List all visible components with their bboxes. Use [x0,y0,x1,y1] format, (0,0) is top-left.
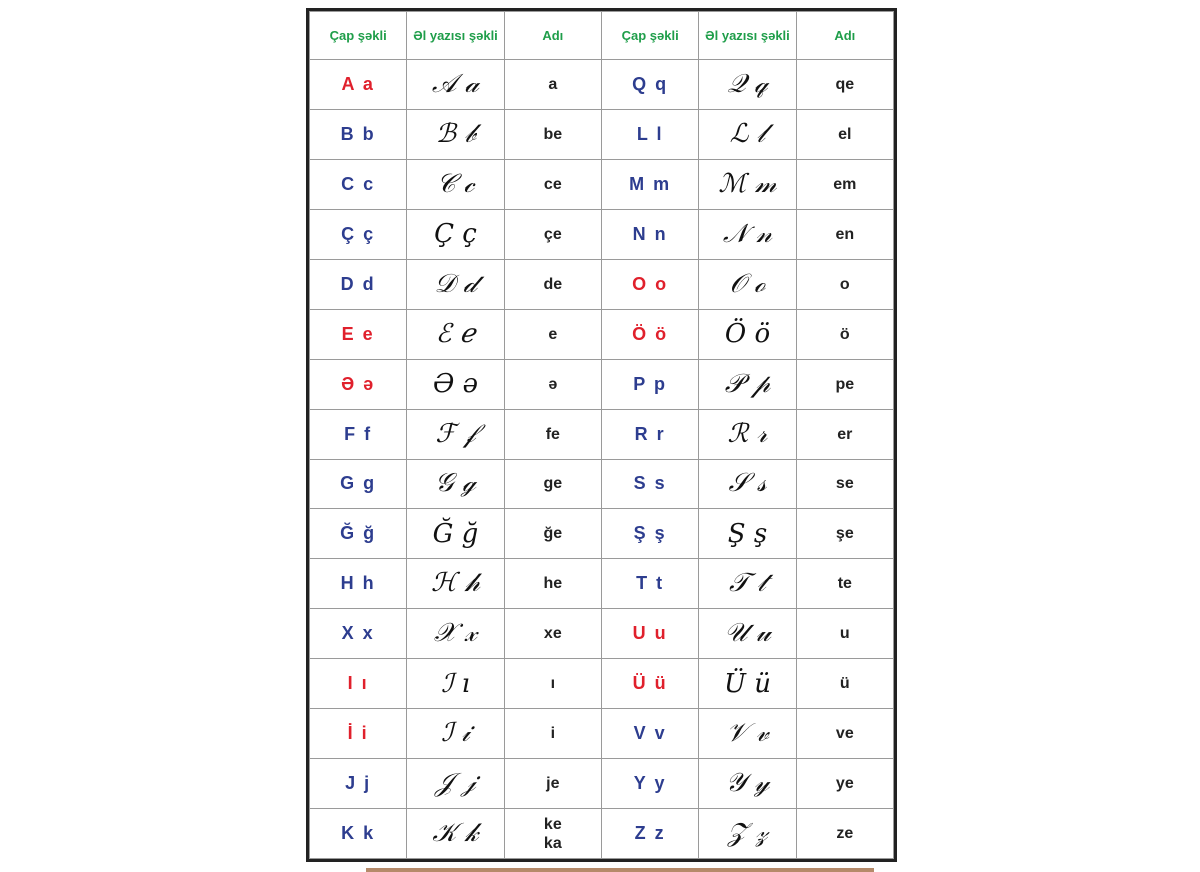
letter-name-right: ze [796,809,893,859]
handwritten-letter-left: ℐ ı [407,659,504,709]
table-row [310,659,894,709]
letter-name-left: i [504,709,601,759]
letter-name-line: ka [543,834,562,852]
letter-name-line: ke [543,815,562,833]
handwritten-letter-left: ℱ 𝒻 [407,409,504,459]
table-row [310,409,894,459]
handwritten-letter-right: Ü ü [699,659,796,709]
print-letter-right: V v [601,709,698,759]
print-letter-left: H h [310,559,407,609]
handwritten-letter-left: 𝒦 𝓀 [407,809,504,859]
print-letter-left: D d [310,259,407,309]
handwritten-letter-right: 𝒴 𝓎 [699,759,796,809]
letter-name-right: u [796,609,893,659]
table-row [310,60,894,110]
table-row [310,309,894,359]
handwritten-letter-left: 𝒢 ℊ [407,459,504,509]
letter-name-left: je [504,759,601,809]
letter-name-left: ə [504,359,601,409]
handwritten-letter-left: 𝒞 𝒸 [407,159,504,209]
print-letter-right: T t [601,559,698,609]
handwritten-letter-right: 𝒩 𝓃 [699,209,796,259]
letter-name-left: a [504,60,601,110]
header-row [310,12,894,60]
letter-name-right: ye [796,759,893,809]
letter-name-left: ge [504,459,601,509]
letter-name-right: qe [796,60,893,110]
letter-name-left: be [504,109,601,159]
table-row [310,559,894,609]
print-letter-left: C c [310,159,407,209]
letter-name-left: ğe [504,509,601,559]
handwritten-letter-right: ℛ 𝓇 [699,409,796,459]
print-letter-right: Q q [601,60,698,110]
handwritten-letter-left: ℐ 𝒾 [407,709,504,759]
letter-name-right: pe [796,359,893,409]
alphabet-table [309,11,894,859]
header-name-left: Adı [504,12,601,60]
print-letter-left: Ç ç [310,209,407,259]
letter-name-left: fe [504,409,601,459]
handwritten-letter-right: 𝒪 ℴ [699,259,796,309]
letter-name-left [504,809,601,859]
print-letter-left: İ i [310,709,407,759]
table-row [310,459,894,509]
letter-name-right: er [796,409,893,459]
handwritten-letter-right: 𝒫 𝓅 [699,359,796,409]
table-row [310,109,894,159]
letter-name-left: he [504,559,601,609]
letter-name-right: şe [796,509,893,559]
handwritten-letter-right: 𝒱 𝓋 [699,709,796,759]
print-letter-right: Ü ü [601,659,698,709]
letter-name-left: çe [504,209,601,259]
print-letter-right: R r [601,409,698,459]
table-row [310,759,894,809]
alphabet-body [310,60,894,859]
print-letter-right: U u [601,609,698,659]
print-letter-left: Ğ ğ [310,509,407,559]
letter-name-left: de [504,259,601,309]
handwritten-letter-left: 𝒳 𝓍 [407,609,504,659]
print-letter-right: S s [601,459,698,509]
letter-name-right: se [796,459,893,509]
print-letter-left: J j [310,759,407,809]
handwritten-letter-right: ℳ 𝓂 [699,159,796,209]
print-letter-left: B b [310,109,407,159]
handwritten-letter-left: Ç ç [407,209,504,259]
table-row [310,359,894,409]
header-script-left: Əl yazısı şəkli [407,12,504,60]
handwritten-letter-right: ℒ 𝓁 [699,109,796,159]
print-letter-right: P p [601,359,698,409]
header-name-right: Adı [796,12,893,60]
handwritten-letter-left: 𝒟 𝒹 [407,259,504,309]
print-letter-right: L l [601,109,698,159]
print-letter-right: O o [601,259,698,309]
table-row [310,809,894,859]
table-row [310,609,894,659]
handwritten-letter-left: 𝒜 𝒶 [407,60,504,110]
table-row [310,509,894,559]
print-letter-right: N n [601,209,698,259]
print-letter-left: E e [310,309,407,359]
print-letter-left: I ı [310,659,407,709]
handwritten-letter-right: 𝒵 𝓏 [699,809,796,859]
print-letter-right: M m [601,159,698,209]
handwritten-letter-left: ℰ ℯ [407,309,504,359]
print-letter-right: Ş ş [601,509,698,559]
letter-name-right: el [796,109,893,159]
print-letter-left: G g [310,459,407,509]
letter-name-right: ve [796,709,893,759]
header-script-right: Əl yazısı şəkli [699,12,796,60]
letter-name-left: xe [504,609,601,659]
print-letter-left: Ə ə [310,359,407,409]
table-row [310,159,894,209]
handwritten-letter-left: 𝒥 𝒿 [407,759,504,809]
letter-name-right: ü [796,659,893,709]
handwritten-letter-left: Ğ ğ [407,509,504,559]
table-row [310,709,894,759]
handwritten-letter-left: ℋ 𝒽 [407,559,504,609]
letter-name-right: te [796,559,893,609]
header-print-right: Çap şəkli [601,12,698,60]
letter-name-right: o [796,259,893,309]
alphabet-table-frame [306,8,897,862]
letter-name-right: en [796,209,893,259]
print-letter-right: Z z [601,809,698,859]
handwritten-letter-right: 𝒰 𝓊 [699,609,796,659]
letter-name-right: ö [796,309,893,359]
handwritten-letter-right: Ö ö [699,309,796,359]
print-letter-right: Y y [601,759,698,809]
handwritten-letter-left: Ə ə [407,359,504,409]
handwritten-letter-left: ℬ 𝒷 [407,109,504,159]
print-letter-left: K k [310,809,407,859]
print-letter-left: X x [310,609,407,659]
print-letter-left: A a [310,60,407,110]
handwritten-letter-right: 𝒬 𝓆 [699,60,796,110]
handwritten-letter-right: 𝒯 𝓉 [699,559,796,609]
bottom-edge-strip [366,868,874,872]
print-letter-right: Ö ö [601,309,698,359]
letter-name-left: ı [504,659,601,709]
print-letter-left: F f [310,409,407,459]
table-row [310,259,894,309]
handwritten-letter-right: Ş ş [699,509,796,559]
letter-name-left: e [504,309,601,359]
header-print-left: Çap şəkli [310,12,407,60]
letter-name-right: em [796,159,893,209]
handwritten-letter-right: 𝒮 𝓈 [699,459,796,509]
letter-name-left: ce [504,159,601,209]
table-row [310,209,894,259]
